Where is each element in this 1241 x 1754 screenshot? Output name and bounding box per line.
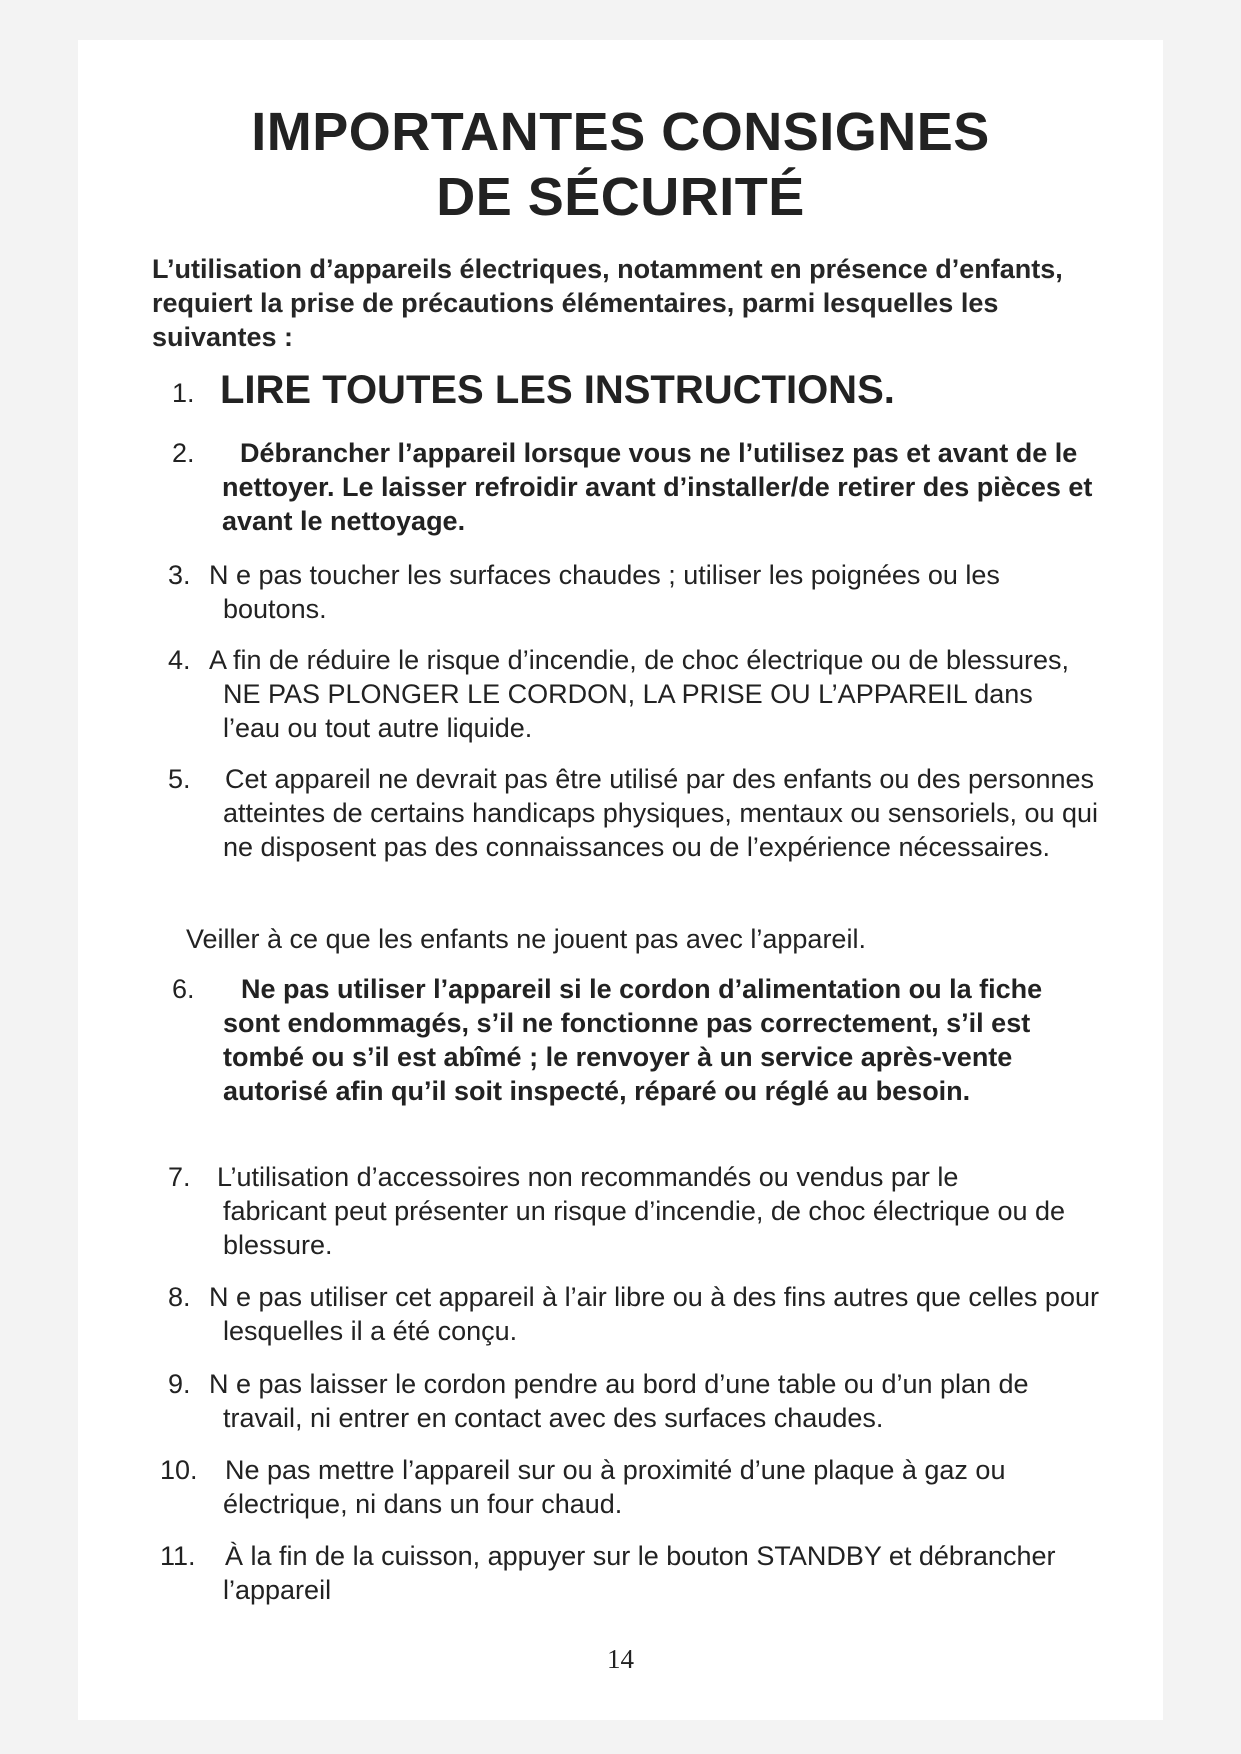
- list-item-8-number: 8.: [168, 1282, 191, 1312]
- list-item-3-number: 3.: [168, 560, 191, 590]
- list-item-8: [168, 1280, 1108, 1348]
- list-item-2-number: 2.: [172, 438, 195, 468]
- list-item-11-text: À la fin de la cuisson, appuyer sur le bouton STANDBY et débrancher l’appareil: [223, 1541, 1056, 1605]
- page-title-line-1: IMPORTANTES CONSIGNES: [251, 102, 990, 162]
- list-item-7: [168, 1160, 1068, 1262]
- list-item-6-number: 6.: [172, 974, 195, 1004]
- list-item-10-text: Ne pas mettre l’appareil sur ou à proximité d’une plaque à gaz ou électrique, ni dans un four chaud.: [223, 1455, 1006, 1519]
- supervision-note: Veiller à ce que les enfants ne jouent pas avec l’appareil.: [186, 924, 866, 954]
- list-item-4: [168, 643, 1078, 745]
- list-item-10-number: 10.: [160, 1455, 198, 1485]
- list-item-1-text: LIRE TOUTES LES INSTRUCTIONS.: [220, 368, 895, 412]
- list-item-5-text: Cet appareil ne devrait pas être utilisé par des enfants ou des personnes atteintes de certains handicaps physiques, mentaux ou sensoriels, ou qui ne disposent pas des connaissances ou de l’expérience nécessaires.: [223, 764, 1099, 862]
- list-item-11-number: 11.: [160, 1541, 196, 1571]
- list-item-5-number: 5.: [168, 764, 191, 794]
- list-item-8-text: N e pas utiliser cet appareil à l’air libre ou à des fins autres que celles pour lesquelles il a été conçu.: [209, 1282, 1099, 1346]
- list-item-5: [168, 762, 1108, 864]
- list-item-1-number: 1.: [172, 378, 195, 408]
- intro-paragraph: L’utilisation d’appareils électriques, notamment en présence d’enfants, requiert la prise de précautions élémentaires, parmi lesquelles les suivantes :: [152, 254, 1063, 352]
- list-item-6-text: Ne pas utiliser l’appareil si le cordon d’alimentation ou la fiche sont endommagés, s’il ne fonctionne pas correctement, s’il est tombé ou s’il est abîmé ; le renvoyer à un service après-vente autorisé afin qu’il soit inspecté, réparé ou réglé au besoin.: [223, 974, 1043, 1106]
- list-item-9-text: N e pas laisser le cordon pendre au bord d’une table ou d’un plan de travail, ni entrer en contact avec des surfaces chaudes.: [209, 1369, 1029, 1433]
- list-item-2: [172, 436, 1102, 538]
- list-item-11: [160, 1539, 1060, 1607]
- list-item-2-text: Débrancher l’appareil lorsque vous ne l’utilisez pas et avant de le nettoyer. Le laisser refroidir avant d’installer/de retirer des pièces et avant le nettoyage.: [222, 438, 1093, 536]
- page-title-line-2: DE SÉCURITÉ: [436, 167, 805, 227]
- list-item-7-text: L’utilisation d’accessoires non recommandés ou vendus par le fabricant peut présenter un risque d’incendie, de choc électrique ou de blessure.: [217, 1162, 1066, 1260]
- list-item-4-number: 4.: [168, 645, 191, 675]
- list-item-9: [168, 1367, 1108, 1435]
- list-item-3: [168, 558, 1108, 626]
- page-number: 14: [607, 1644, 634, 1674]
- list-item-3-text: N e pas toucher les surfaces chaudes ; utiliser les poignées ou les boutons.: [209, 560, 1000, 624]
- list-item-10: [160, 1453, 1060, 1521]
- list-item-7-number: 7.: [168, 1162, 191, 1192]
- list-item-6: [172, 972, 1072, 1108]
- list-item-4-text: A fin de réduire le risque d’incendie, de choc électrique ou de blessures, NE PAS PLONGER LE CORDON, LA PRISE OU L’APPAREIL dans l’eau ou tout autre liquide.: [209, 645, 1070, 743]
- list-item-9-number: 9.: [168, 1369, 191, 1399]
